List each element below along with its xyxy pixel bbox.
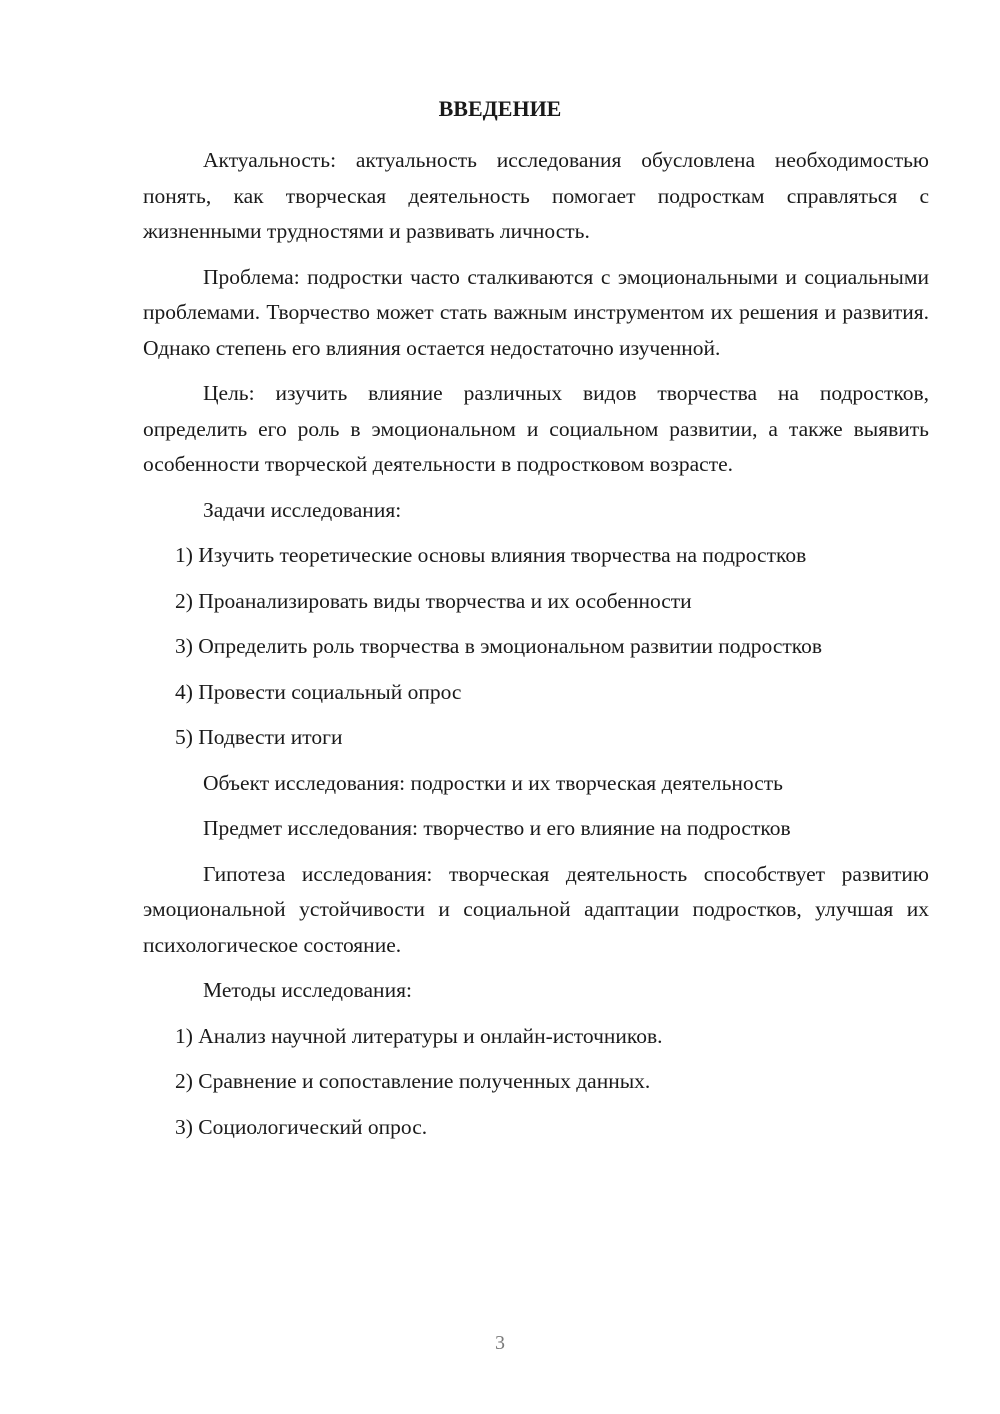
relevance-paragraph: Актуальность: актуальность исследования обусловлена необходимостью понять, как творческая деятельность помогает подросткам справляться с жизненными трудностями и развивать личность. — [143, 148, 929, 243]
list-item: 3) Социологический опрос. — [175, 1114, 428, 1139]
hypothesis-paragraph: Гипотеза исследования: творческая деятельность способствует развитию эмоциональной устойчивости и социальной адаптации подростков, улучшая их психологическое состояние. — [143, 861, 929, 957]
methods-list — [143, 1019, 929, 1156]
tasks-label: Задачи исследования: — [203, 497, 402, 522]
page-number: 3 — [495, 1332, 505, 1354]
tasks-list — [143, 538, 929, 766]
list-item: 2) Сравнение и сопоставление полученных данных. — [175, 1069, 651, 1093]
methods-label: Методы исследования: — [203, 978, 412, 1002]
list-item: 1) Анализ научной литературы и онлайн-источников. — [175, 1023, 663, 1048]
list-item: 1) Изучить теоретические основы влияния творчества на подростков — [175, 543, 807, 567]
object-paragraph: Объект исследования: подростки и их творческая деятельность — [203, 770, 783, 795]
goal-paragraph: Цель: изучить влияние различных видов творчества на подростков, определить его роль в эмоциональном и социальном развитии, а также выявить особенности творческой деятельности в подростковом возрасте. — [143, 381, 929, 476]
list-item: 2) Проанализировать виды творчества и их особенности — [175, 588, 692, 613]
problem-paragraph: Проблема: подростки часто сталкиваются с эмоциональными и социальными проблемами. Творчество может стать важным инструментом их решения и развития. Однако степень его влияния остается недостаточно изученной. — [143, 264, 929, 360]
list-item: 5) Подвести итоги — [175, 725, 343, 749]
document-body — [143, 143, 929, 1155]
subject-paragraph: Предмет исследования: творчество и его влияние на подростков — [203, 816, 791, 840]
list-item: 4) Провести социальный опрос — [175, 679, 462, 704]
page-title: ВВЕДЕНИЕ — [438, 96, 562, 121]
list-item: 3) Определить роль творчества в эмоциональном развитии подростков — [175, 634, 823, 658]
